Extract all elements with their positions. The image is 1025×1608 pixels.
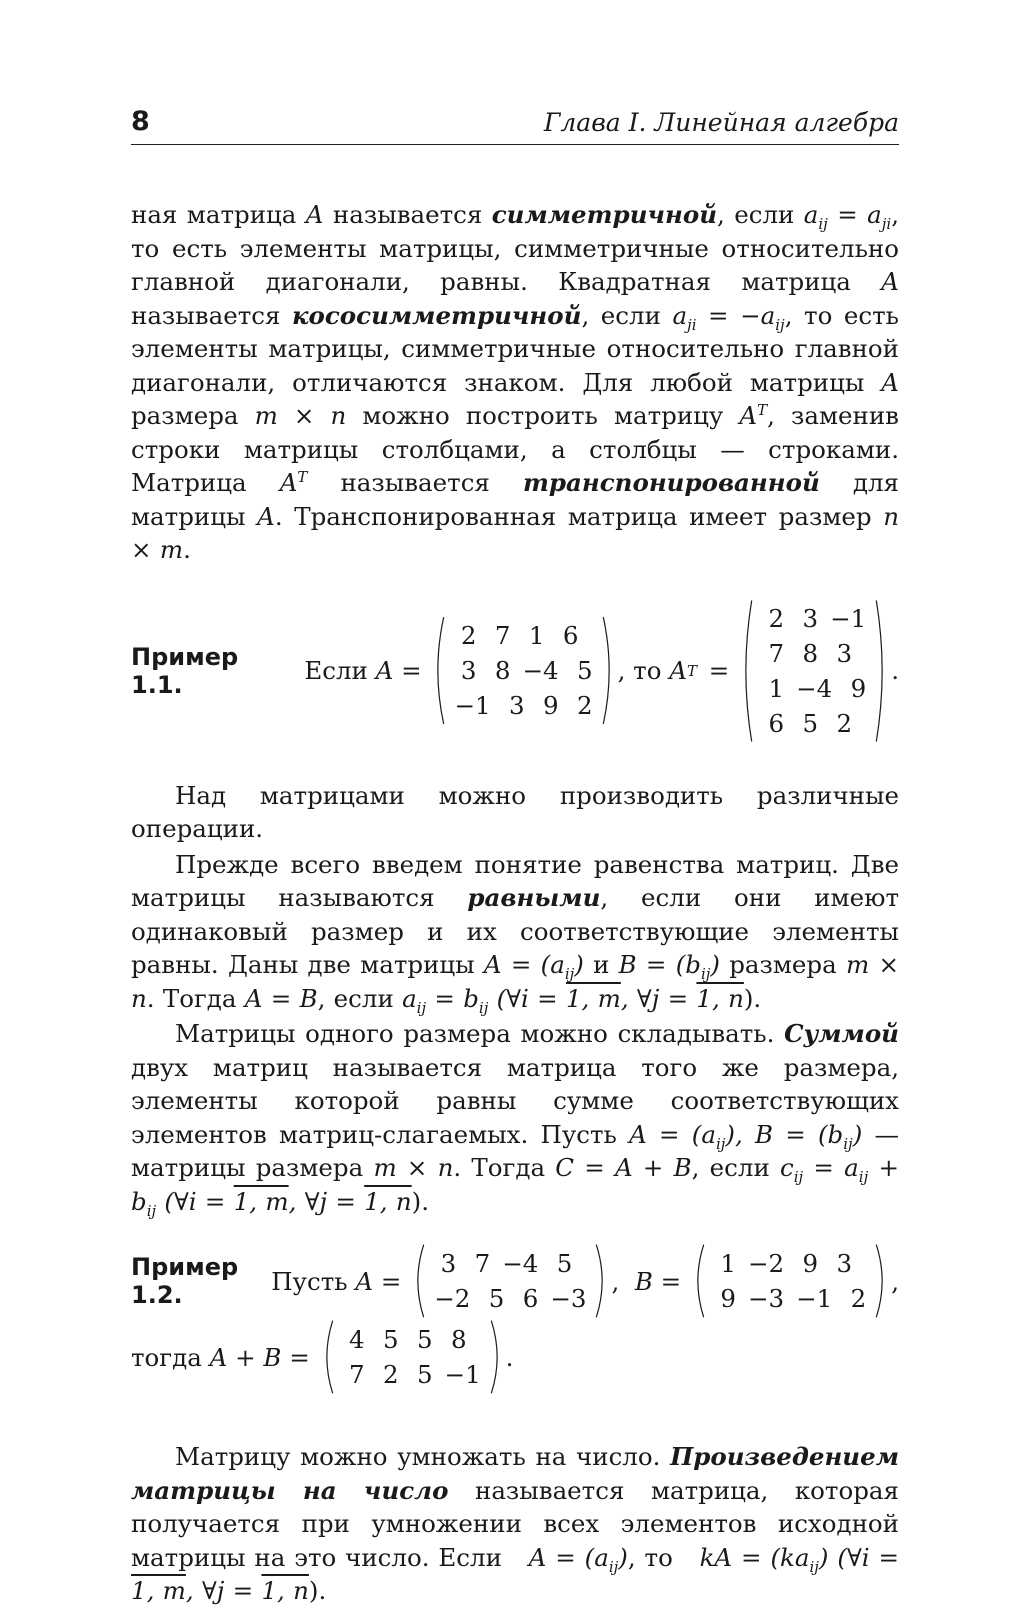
- matrix-cell: 2: [850, 1284, 867, 1313]
- paragraph-definitions: ная матрица A называется симметричной, если $a_{ij} = a_{ji}$, то есть элементы матрицы, симметричные относительно главной диагонали, равны. Квадратная матрица A называется кососимметричной, если $a_{ji} = -a_{ij}$, то есть элементы матрицы, симметричные относительно главной диагонали, отличаются знаком. Для любой матрицы A размера m × n можно построить матрицу $A^T$, заменив строки матрицы столбцами, а столбцы — строками. Матрица $A^T$ называется транспонированной для матрицы A. Транспонированная матрица имеет размер n × m.: [131, 200, 899, 564]
- example-1-1: Пример 1.1. Если A = 2 7 1 6 3 8 −4 5 −1 3 9 2 , то A T = 2 3 −1 7 8 3 1 −4 9 6 5 2 .: [131, 599, 899, 743]
- matrix-cell: 5: [488, 1284, 505, 1313]
- term-skew-symmetric: кососимметричной: [291, 300, 582, 330]
- matrix-row: [428, 1281, 592, 1316]
- matrix-row: [708, 1246, 872, 1281]
- example-1-2-line1: Пример 1.2. Пусть A = 3 7 −4 5 −2 5 6 −3 , B = 1 −2 9 3 9 −3 −1 2 ,: [131, 1244, 899, 1318]
- matrix-cell: 9: [542, 691, 559, 720]
- matrix-row: [448, 688, 598, 723]
- matrix-row: [756, 706, 872, 741]
- matrix-cell: −4: [522, 656, 559, 685]
- matrix-cell: 1: [768, 673, 785, 703]
- running-head: Глава I. Линейная алгебра: [543, 108, 899, 137]
- matrix-cell: 9: [850, 673, 867, 703]
- matrix-grid: [334, 1320, 490, 1394]
- matrix-cell: 3: [836, 1249, 853, 1278]
- matrix-cell: −3: [550, 1284, 587, 1313]
- matrix-cell: 5: [576, 656, 593, 685]
- matrix-cell: 7: [474, 1249, 491, 1278]
- matrix-cell: 4: [348, 1325, 365, 1354]
- example-label: Пример 1.1.: [131, 642, 239, 699]
- matrix-row: [448, 618, 598, 653]
- matrix-A: [412, 1244, 608, 1318]
- matrix-cell: −1: [454, 691, 491, 720]
- term-equal: равными: [467, 883, 601, 912]
- left-paren: [321, 1320, 334, 1394]
- matrix-cell: −4: [502, 1249, 539, 1278]
- page-header: [131, 100, 899, 145]
- matrix-cell: 6: [522, 1284, 539, 1313]
- matrix-row: [756, 636, 872, 671]
- matrix-row: [756, 671, 872, 706]
- matrix-cell: 3: [508, 691, 525, 720]
- matrix-B: [692, 1244, 888, 1318]
- matrix-A: [432, 616, 614, 725]
- matrix-cell: −1: [444, 1360, 481, 1389]
- matrix-cell: 2: [460, 621, 477, 650]
- example-1-2-line2: тогда A + B = 4 5 5 8 7 2 5 −1 .: [131, 1320, 899, 1394]
- matrix-cell: 2: [768, 603, 785, 633]
- matrix-cell: −3: [747, 1284, 785, 1313]
- matrix-cell: 1: [528, 621, 545, 650]
- page-body: [131, 198, 908, 1608]
- matrix-cell: 7: [768, 638, 785, 668]
- right-paren: [595, 1244, 608, 1318]
- matrix-cell: 1: [720, 1249, 736, 1278]
- matrix-cell: 5: [382, 1325, 399, 1354]
- matrix-cell: 9: [720, 1284, 736, 1313]
- right-paren: [490, 1320, 503, 1394]
- matrix-cell: −2: [747, 1249, 785, 1278]
- matrix-cell: 5: [416, 1325, 433, 1354]
- matrix-row: [337, 1322, 487, 1357]
- matrix-cell: 6: [768, 708, 785, 738]
- matrix-cell: 3: [802, 603, 819, 633]
- matrix-grid: [445, 616, 601, 725]
- matrix-cell: 5: [802, 708, 819, 738]
- term-symmetric: симметричной: [491, 200, 718, 229]
- matrix-cell: −1: [830, 603, 867, 633]
- matrix-A-transposed: [740, 599, 888, 743]
- matrix-cell: 6: [562, 621, 579, 650]
- matrix-row: [756, 601, 872, 636]
- term-scalar-product: Произведением матрицы на число: [131, 1442, 899, 1505]
- paragraph-equality: Прежде всего введем понятие равенства матриц. Две матрицы называются равными, если они имеют одинаковый размер и их соответствующие элементы равны. Даны две матрицы $A = (a_{ij})$ и $B = (b_{ij})$ размера m × n. Тогда A = B, если $a_{ij} = b_{ij}$ (∀i = 1, m, ∀j = 1, n).: [131, 849, 899, 1017]
- left-paren: [692, 1244, 705, 1318]
- matrix-row: [428, 1246, 592, 1281]
- matrix-cell: 3: [440, 1249, 457, 1278]
- matrix-cell: −1: [796, 1284, 833, 1313]
- matrix-row: [708, 1281, 872, 1316]
- matrix-grid: [753, 599, 875, 743]
- term-transposed: транспонированной: [522, 468, 820, 497]
- matrix-cell: 2: [576, 691, 593, 720]
- right-paren: [875, 599, 888, 743]
- right-paren: [875, 1244, 888, 1318]
- matrix-cell: −4: [796, 673, 833, 703]
- term-sum: Суммой: [784, 1019, 899, 1048]
- matrix-grid: [705, 1244, 875, 1318]
- paragraph-sum: Матрицы одного размера можно складывать. Суммой двух матриц называется матрица того же размера, элементы которой равны сумме соответствующих элементов матриц-слагаемых. Пусть $A = (a_{ij})$, $B = (b_{ij})$ — матрицы размера m × n. Тогда C = A + B, если $c_{ij} = a_{ij} + b_{ij}$ (∀i = 1, m, ∀j = 1, n).: [131, 1019, 899, 1220]
- matrix-row: [448, 653, 598, 688]
- matrix-cell: 8: [494, 656, 511, 685]
- matrix-cell: 3: [836, 638, 853, 668]
- page-number: 8: [131, 106, 150, 137]
- matrix-sum: [321, 1320, 503, 1394]
- matrix-cell: 2: [836, 708, 853, 738]
- left-paren: [740, 599, 753, 743]
- matrix-cell: 7: [348, 1360, 365, 1389]
- paragraph-operations: Над матрицами можно производить различные операции.: [131, 780, 899, 843]
- matrix-cell: 5: [556, 1249, 573, 1278]
- paragraph-scalar-product: Матрицу можно умножать на число. Произведением матрицы на число называется матрица, которая получается при умножении всех элементов исходной матрицы на это число. Если $A = (a_{ij})$, то kA = $(ka_{ij})$ (∀i = 1, m, ∀j = 1, n).: [131, 1442, 908, 1605]
- matrix-cell: 8: [802, 638, 819, 668]
- matrix-cell: 5: [416, 1360, 433, 1389]
- matrix-cell: −2: [434, 1284, 471, 1313]
- matrix-cell: 8: [450, 1325, 467, 1354]
- matrix-cell: 3: [460, 656, 477, 685]
- right-paren: [602, 616, 615, 725]
- matrix-cell: 9: [802, 1249, 819, 1278]
- matrix-grid: [425, 1244, 595, 1318]
- matrix-cell: 7: [494, 621, 511, 650]
- matrix-row: [337, 1357, 487, 1392]
- left-paren: [412, 1244, 425, 1318]
- example-label: Пример 1.2.: [131, 1253, 239, 1309]
- left-paren: [432, 616, 445, 725]
- matrix-cell: 2: [382, 1360, 399, 1389]
